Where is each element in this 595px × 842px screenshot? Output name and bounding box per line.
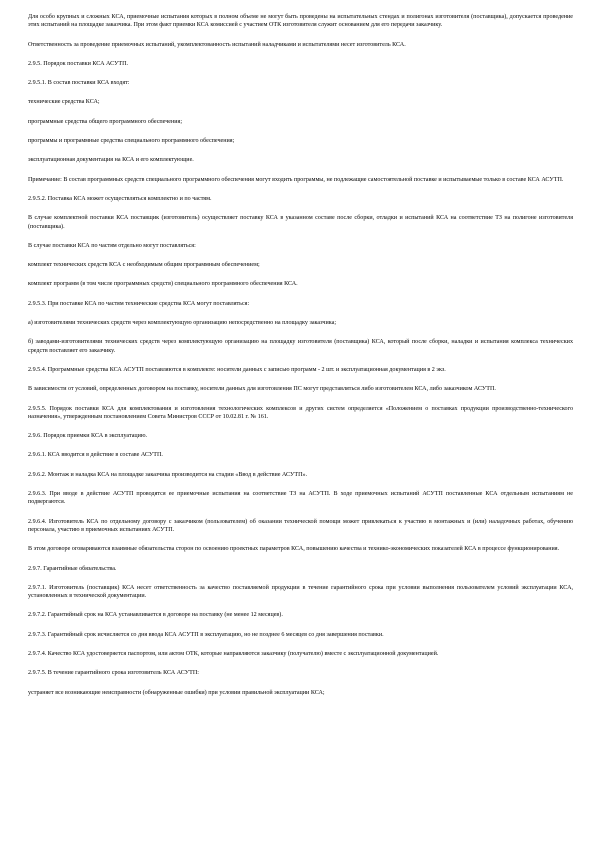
paragraph-2-9-5-2: 2.9.5.2. Поставка КСА может осуществляться комплектно и по частям. (28, 195, 212, 202)
paragraph-2-9-7-4: 2.9.7.4. Качество КСА удостоверяется паспортом, или актом ОТК, которые направляются заказчику (получателю) вместе с эксплуатационной документацией. (28, 650, 439, 657)
list-item-hardware-set: комплект технических средств КСА с необходимым общим программным обеспечением; (28, 262, 260, 269)
section-heading-2-9-5: 2.9.5. Порядок поставки КСА АСУТП. (28, 60, 129, 67)
paragraph-data-carriers: В зависимости от условий, определенных договором на поставку, носители данных для изготовления ПС могут представляться либо изготовителем КСА, либо заказчиком АСУТП. (28, 386, 496, 393)
list-item-a: а) изготовителями технических средств через комплектующую организацию непосредственно на площадку заказчика; (28, 320, 337, 327)
list-item-special-software: программы и программные средства специального программного обеспечения; (28, 138, 235, 145)
paragraph-2-9-7-3: 2.9.7.3. Гарантийный срок исчисляется со дня ввода КСА АСУТП в эксплуатацию, но не позднее 6 месяцев со дня завершения поставки. (28, 631, 384, 638)
paragraph-2-9-5-4: 2.9.5.4. Программные средства КСА АСУТП поставляются в комплекте: носители данных с записью программ - 2 шт. и эксплуатационная документация в 2 экз. (28, 366, 446, 373)
paragraph-responsibility: Ответственность за проведение приемочных испытаний, укомплектованность испытаний наладчиками и испытателями несет изготовитель КСА. (28, 41, 406, 48)
paragraph-2-9-6-1: 2.9.6.1. КСА вводится в действие в составе АСУТП. (28, 452, 163, 459)
paragraph-2-9-7-1: 2.9.7.1. Изготовитель (поставщик) КСА несет ответственность за качество поставляемой продукции в течение гарантийного срока при условии выполнения пользователем условий эксплуатации КСА, установленных в технической документации. (28, 584, 573, 600)
list-item-program-set: комплект программ (в том числе программных средств) специального программного обеспечения КСА. (28, 281, 298, 288)
paragraph-acceptance-large-ksa: Для особо крупных и сложных КСА, приемочные испытания которых в полном объеме не могут быть проведены на испытательных стендах и полигонах изготовителя (поставщика), допускается проведение этих испытаний на площадке заказчика. При этом факт приемки КСА комиссией с участием ОТК изготовителя служит основанием для его передачи заказчику. (28, 14, 573, 29)
list-item-technical-means: технические средства КСА; (28, 99, 100, 106)
section-heading-2-9-7: 2.9.7. Гарантийные обязательства. (28, 565, 117, 572)
list-item-general-software: программные средства общего программного обеспечения; (28, 118, 183, 125)
paragraph-note: Примечание: В состав программных средств специального программного обеспечения могут входить программы, не подлежащие самостоятельной поставке и испытываемые только в составе КСА АСУТП. (28, 176, 564, 183)
paragraph-2-9-7-2: 2.9.7.2. Гарантийный срок на КСА устанавливается в договоре на поставку (не менее 12 месяцев). (28, 612, 283, 619)
paragraph-2-9-7-5: 2.9.7.5. В течение гарантийного срока изготовитель КСА АСУТП: (28, 670, 199, 677)
paragraph-2-9-5-3: 2.9.5.3. При поставке КСА по частям технические средства КСА могут поставляться: (28, 300, 250, 307)
paragraph-complete-delivery: В случае комплектной поставки КСА поставщик (изготовитель) осуществляет поставку КСА в указанном составе после сборки, отладки и испытаний КСА на соответствие ТЗ на полигоне изготовителя (поставщика). (28, 215, 573, 230)
paragraph-2-9-6-4: 2.9.6.4. Изготовитель КСА по отдельному договору с заказчиком (пользователем) об оказании технической помощи может привлекаться к участию в монтажных и (или) наладочных работах, обучению персонала, участию в приемочных испытаниях АСУТП. (28, 518, 573, 533)
paragraph-2-9-6-3: 2.9.6.3. При вводе в действие АСУТП проводятся ее приемочные испытания на соответствие ТЗ на АСУТП. В ходе приемочных испытаний АСУТП поставленные КСА отдельным испытаниям не подвергаются. (28, 491, 573, 506)
section-heading-2-9-6: 2.9.6. Порядок приемки КСА в эксплуатацию. (28, 433, 148, 440)
paragraph-partial-delivery: В случае поставки КСА по частям отдельно могут поставляться: (28, 242, 196, 249)
paragraph-2-9-6-2: 2.9.6.2. Монтаж и наладка КСА на площадке заказчика производится на стадии «Ввод в действие АСУТП». (28, 471, 308, 478)
list-item-documentation: эксплуатационная документация на КСА и его комплектующие. (28, 157, 194, 164)
list-item-b: б) заводами-изготовителями технических средств через комплектующую организацию на площадку изготовителя (поставщика) КСА, который после сборки, наладки и испытания комплекса технических средств поставляет его заказчику. (28, 339, 573, 354)
paragraph-2-9-5-5: 2.9.5.5. Порядок поставки КСА для комплектования и изготовления технологических комплексов и других систем определяется «Положением о поставках продукции производственно-технического назначения», утвержденным постановлением Совета Министров СССР от 10.02.81 г. № 161. (28, 405, 573, 420)
paragraph-2-9-5-1: 2.9.5.1. В состав поставки КСА входят: (28, 80, 130, 87)
paragraph-mutual-obligations: В этом договоре оговариваются взаимные обязательства сторон по освоению проектных параметров КСА, повышению качества и технико-экономических показателей КСА в процессе функционирования. (28, 546, 560, 553)
list-item-fix-faults: устраняет все возникающие неисправности (обнаруженные ошибки) при условии правильной эксплуатации КСА; (28, 689, 325, 696)
